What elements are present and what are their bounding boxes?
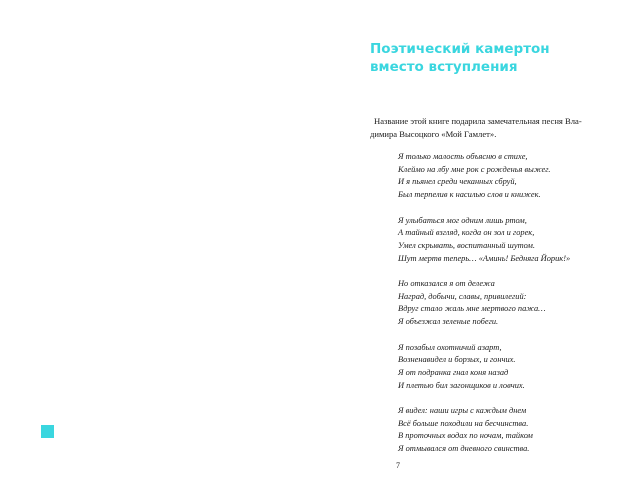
poem-stanza [398, 342, 613, 393]
poem-line: Но отказался я от дележа [398, 279, 495, 288]
poem-stanza [398, 405, 613, 456]
poem-line: Шут мертв теперь… «Аминь! Бедняга Йорик!» [398, 253, 571, 263]
poem [398, 151, 613, 469]
poem-line: Я отмывался от дневного свинства. [398, 444, 530, 454]
intro-line: Название этой книге подарила замечательная песня Вла- [374, 116, 582, 126]
poem-stanza [398, 151, 613, 202]
poem-line: Всё больше походили на бесчинства. [398, 418, 529, 428]
poem-line: Я улыбаться мог одним лишь ртом, [398, 215, 527, 225]
intro-paragraph [370, 115, 600, 141]
poem-line: А тайный взгляд, когда он зол и горек, [398, 228, 535, 238]
poem-line: Наград, добычи, славы, привилегий: [398, 291, 527, 301]
intro-line: димира Высоцкого «Мой Гамлет». [370, 129, 497, 139]
chapter-title-line: вместо вступления [370, 59, 518, 75]
poem-line: И плетью бил загонщиков и ловчих. [398, 380, 525, 390]
poem-line: Я объезжал зеленые побеги. [398, 317, 499, 327]
poem-line: Умел скрывать, воспитанный шутом. [398, 240, 535, 250]
page-number: 7 [396, 461, 400, 470]
poem-line: Я только малость объясню в стихе, [398, 152, 528, 161]
poem-line: Я от подранка гнал коня назад [398, 367, 509, 377]
poem-line: Я видел: наши игры с каждым днем [398, 406, 527, 415]
poem-line: Был терпелив к насилью слов и книжек. [398, 190, 541, 200]
accent-square [41, 425, 54, 438]
poem-line: Я позабыл охотничий азарт, [398, 342, 502, 352]
poem-stanza [398, 215, 613, 266]
chapter-title-line: Поэтический камертон [370, 41, 550, 57]
poem-stanza [398, 278, 613, 329]
poem-line: Клеймо на лбу мне рок с рожденья выжег. [398, 164, 551, 174]
poem-line: Вдруг стало жаль мне мертвого пажа… [398, 304, 546, 314]
poem-line: Возненавидел и борзых, и гончих. [398, 355, 516, 365]
poem-line: И я пьянел среди чеканных сбруй, [398, 177, 517, 187]
poem-line: В проточных водах по ночам, тайком [398, 431, 533, 441]
chapter-title [370, 40, 610, 76]
